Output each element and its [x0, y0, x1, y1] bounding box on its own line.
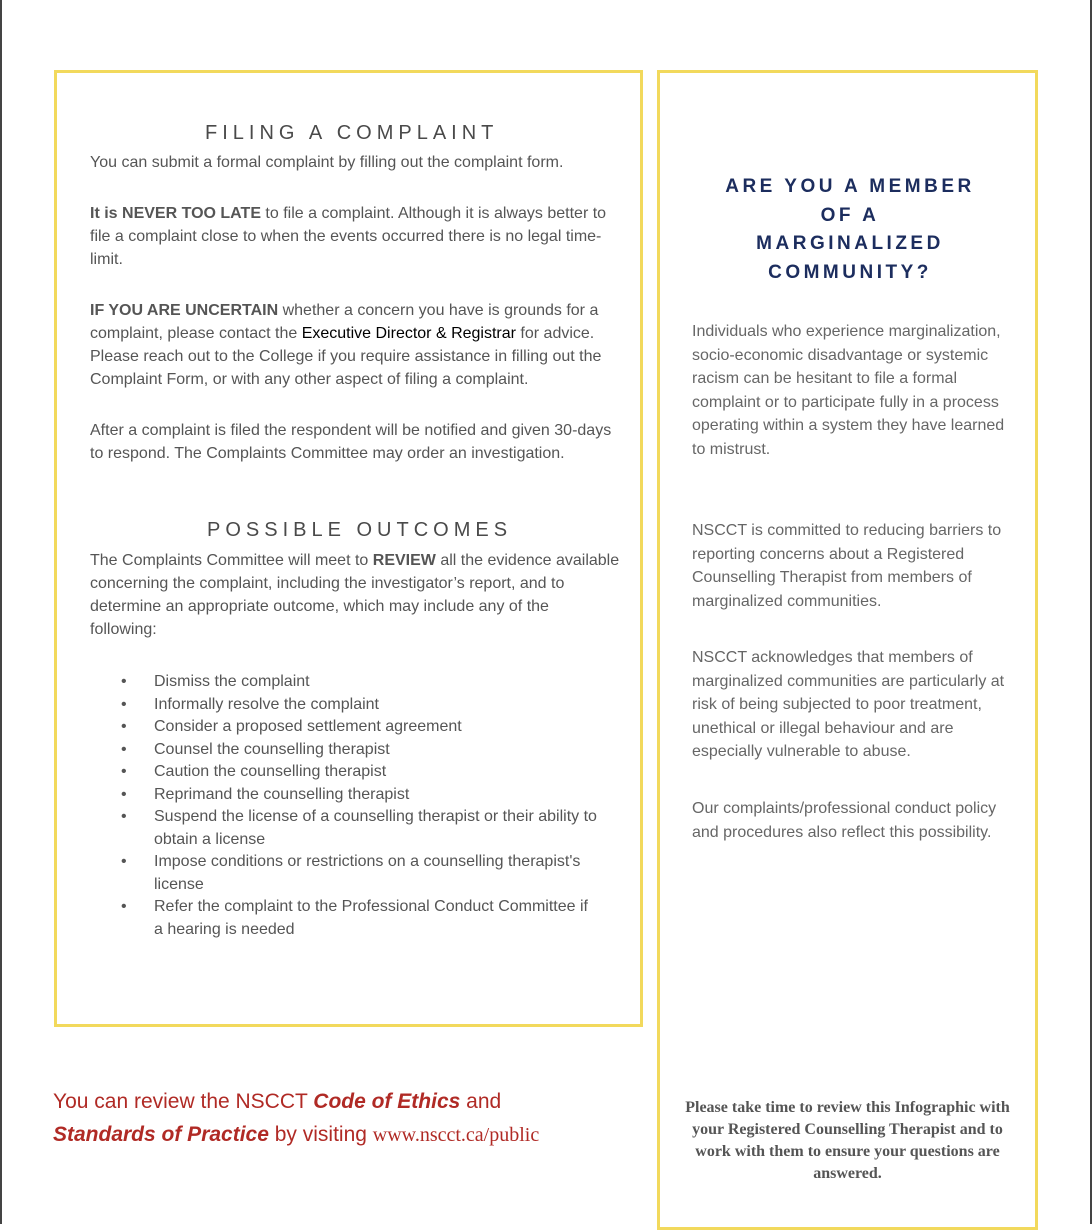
possible-outcomes-heading: POSSIBLE OUTCOMES: [207, 519, 513, 541]
reducing-barriers-paragraph: NSCCT is committed to reducing barriers to reporting concerns about a Registered Counselling Therapist from members of marginalized communities.: [692, 522, 1002, 610]
footer-text-2: and: [460, 1090, 502, 1113]
outcomes-intro-2: all the evidence available concerning the complaint, including the investigator’s report, and to determine an appropriate outcome, which may include any of the following:: [90, 552, 620, 638]
filing-complaint-panel: [54, 70, 643, 1027]
executive-director-link[interactable]: Executive Director & Registrar: [301, 325, 516, 342]
uncertain-text-1: whether a concern you have is grounds for a complaint, please contact the: [90, 302, 599, 342]
uncertain-emphasis: IF YOU ARE UNCERTAIN: [90, 302, 279, 319]
list-item: • Reprimand the counselling therapist: [121, 784, 601, 807]
list-item: • Impose conditions or restrictions on a counselling therapist's license: [121, 851, 601, 896]
outcomes-intro-paragraph: [90, 549, 620, 641]
list-item: • Dismiss the complaint: [121, 671, 601, 694]
uncertain-paragraph: [90, 299, 620, 391]
after-filed-paragraph: After a complaint is filed the respondent will be notified and given 30-days to respond. The Complaints Committee may order an investigation.: [90, 422, 612, 462]
list-item: • Caution the counselling therapist: [121, 761, 601, 784]
member-title-line-3: MARGINALIZED: [756, 233, 944, 254]
never-too-late-text: to file a complaint. Although it is always better to file a complaint close to when the events occurred there is no legal time-limit.: [90, 205, 607, 268]
acknowledgement-paragraph: NSCCT acknowledges that members of marginalized communities are particularly at risk of being subjected to poor treatment, unethical or illegal behaviour and are especially vulnerable to abuse.: [692, 649, 1005, 760]
never-too-late-emphasis: It is NEVER TOO LATE: [90, 205, 261, 222]
page-edge-left: [0, 0, 2, 1224]
filing-complaint-heading: FILING A COMPLAINT: [205, 122, 499, 144]
list-item: • Consider a proposed settlement agreement: [121, 716, 601, 739]
list-item: • Suspend the license of a counselling therapist or their ability to obtain a license: [121, 806, 601, 851]
code-of-ethics-note: [53, 1085, 653, 1152]
member-title-line-1: ARE YOU A MEMBER: [725, 176, 975, 197]
outcomes-list: [121, 671, 601, 941]
marginalization-paragraph: Individuals who experience marginalization, socio-economic disadvantage or systemic racism can be hesitant to file a formal complaint or to participate fully in a process operating within a system they have learned to mistrust.: [692, 323, 1005, 458]
code-of-ethics-text: Code of Ethics: [313, 1090, 461, 1113]
member-title-line-4: COMMUNITY?: [768, 261, 932, 283]
nscct-public-link[interactable]: www.nscct.ca/public: [372, 1124, 540, 1146]
list-item: • Informally resolve the complaint: [121, 694, 601, 717]
footer-text-1: You can review the NSCCT: [53, 1090, 314, 1113]
filing-intro-text: You can submit a formal complaint by filling out the complaint form.: [90, 154, 564, 171]
never-too-late-paragraph: [90, 202, 620, 271]
list-item: • Refer the complaint to the Professional Conduct Committee if a hearing is needed: [121, 896, 601, 941]
review-infographic-note: Please take time to review this Infographic with your Registered Counselling Therapist and to work with them to ensure your questions are answered.: [685, 1099, 1010, 1182]
outcomes-intro-1: The Complaints Committee will meet to: [90, 552, 373, 569]
marginalized-community-panel: [657, 70, 1038, 1230]
standards-of-practice-text: Standards of Practice: [53, 1123, 269, 1146]
footer-text-3: by visiting: [268, 1123, 373, 1146]
list-item: • Counsel the counselling therapist: [121, 739, 601, 762]
uncertain-text-2: for advice. Please reach out to the College if you require assistance in filling out the Complaint Form, or with any other aspect of filing a complaint.: [90, 325, 602, 388]
member-title-line-2: OF A: [820, 204, 880, 226]
review-emphasis: REVIEW: [372, 552, 436, 569]
policy-paragraph: Our complaints/professional conduct policy and procedures also reflect this possibility.: [692, 800, 997, 841]
marginalized-community-heading: [690, 173, 1010, 287]
